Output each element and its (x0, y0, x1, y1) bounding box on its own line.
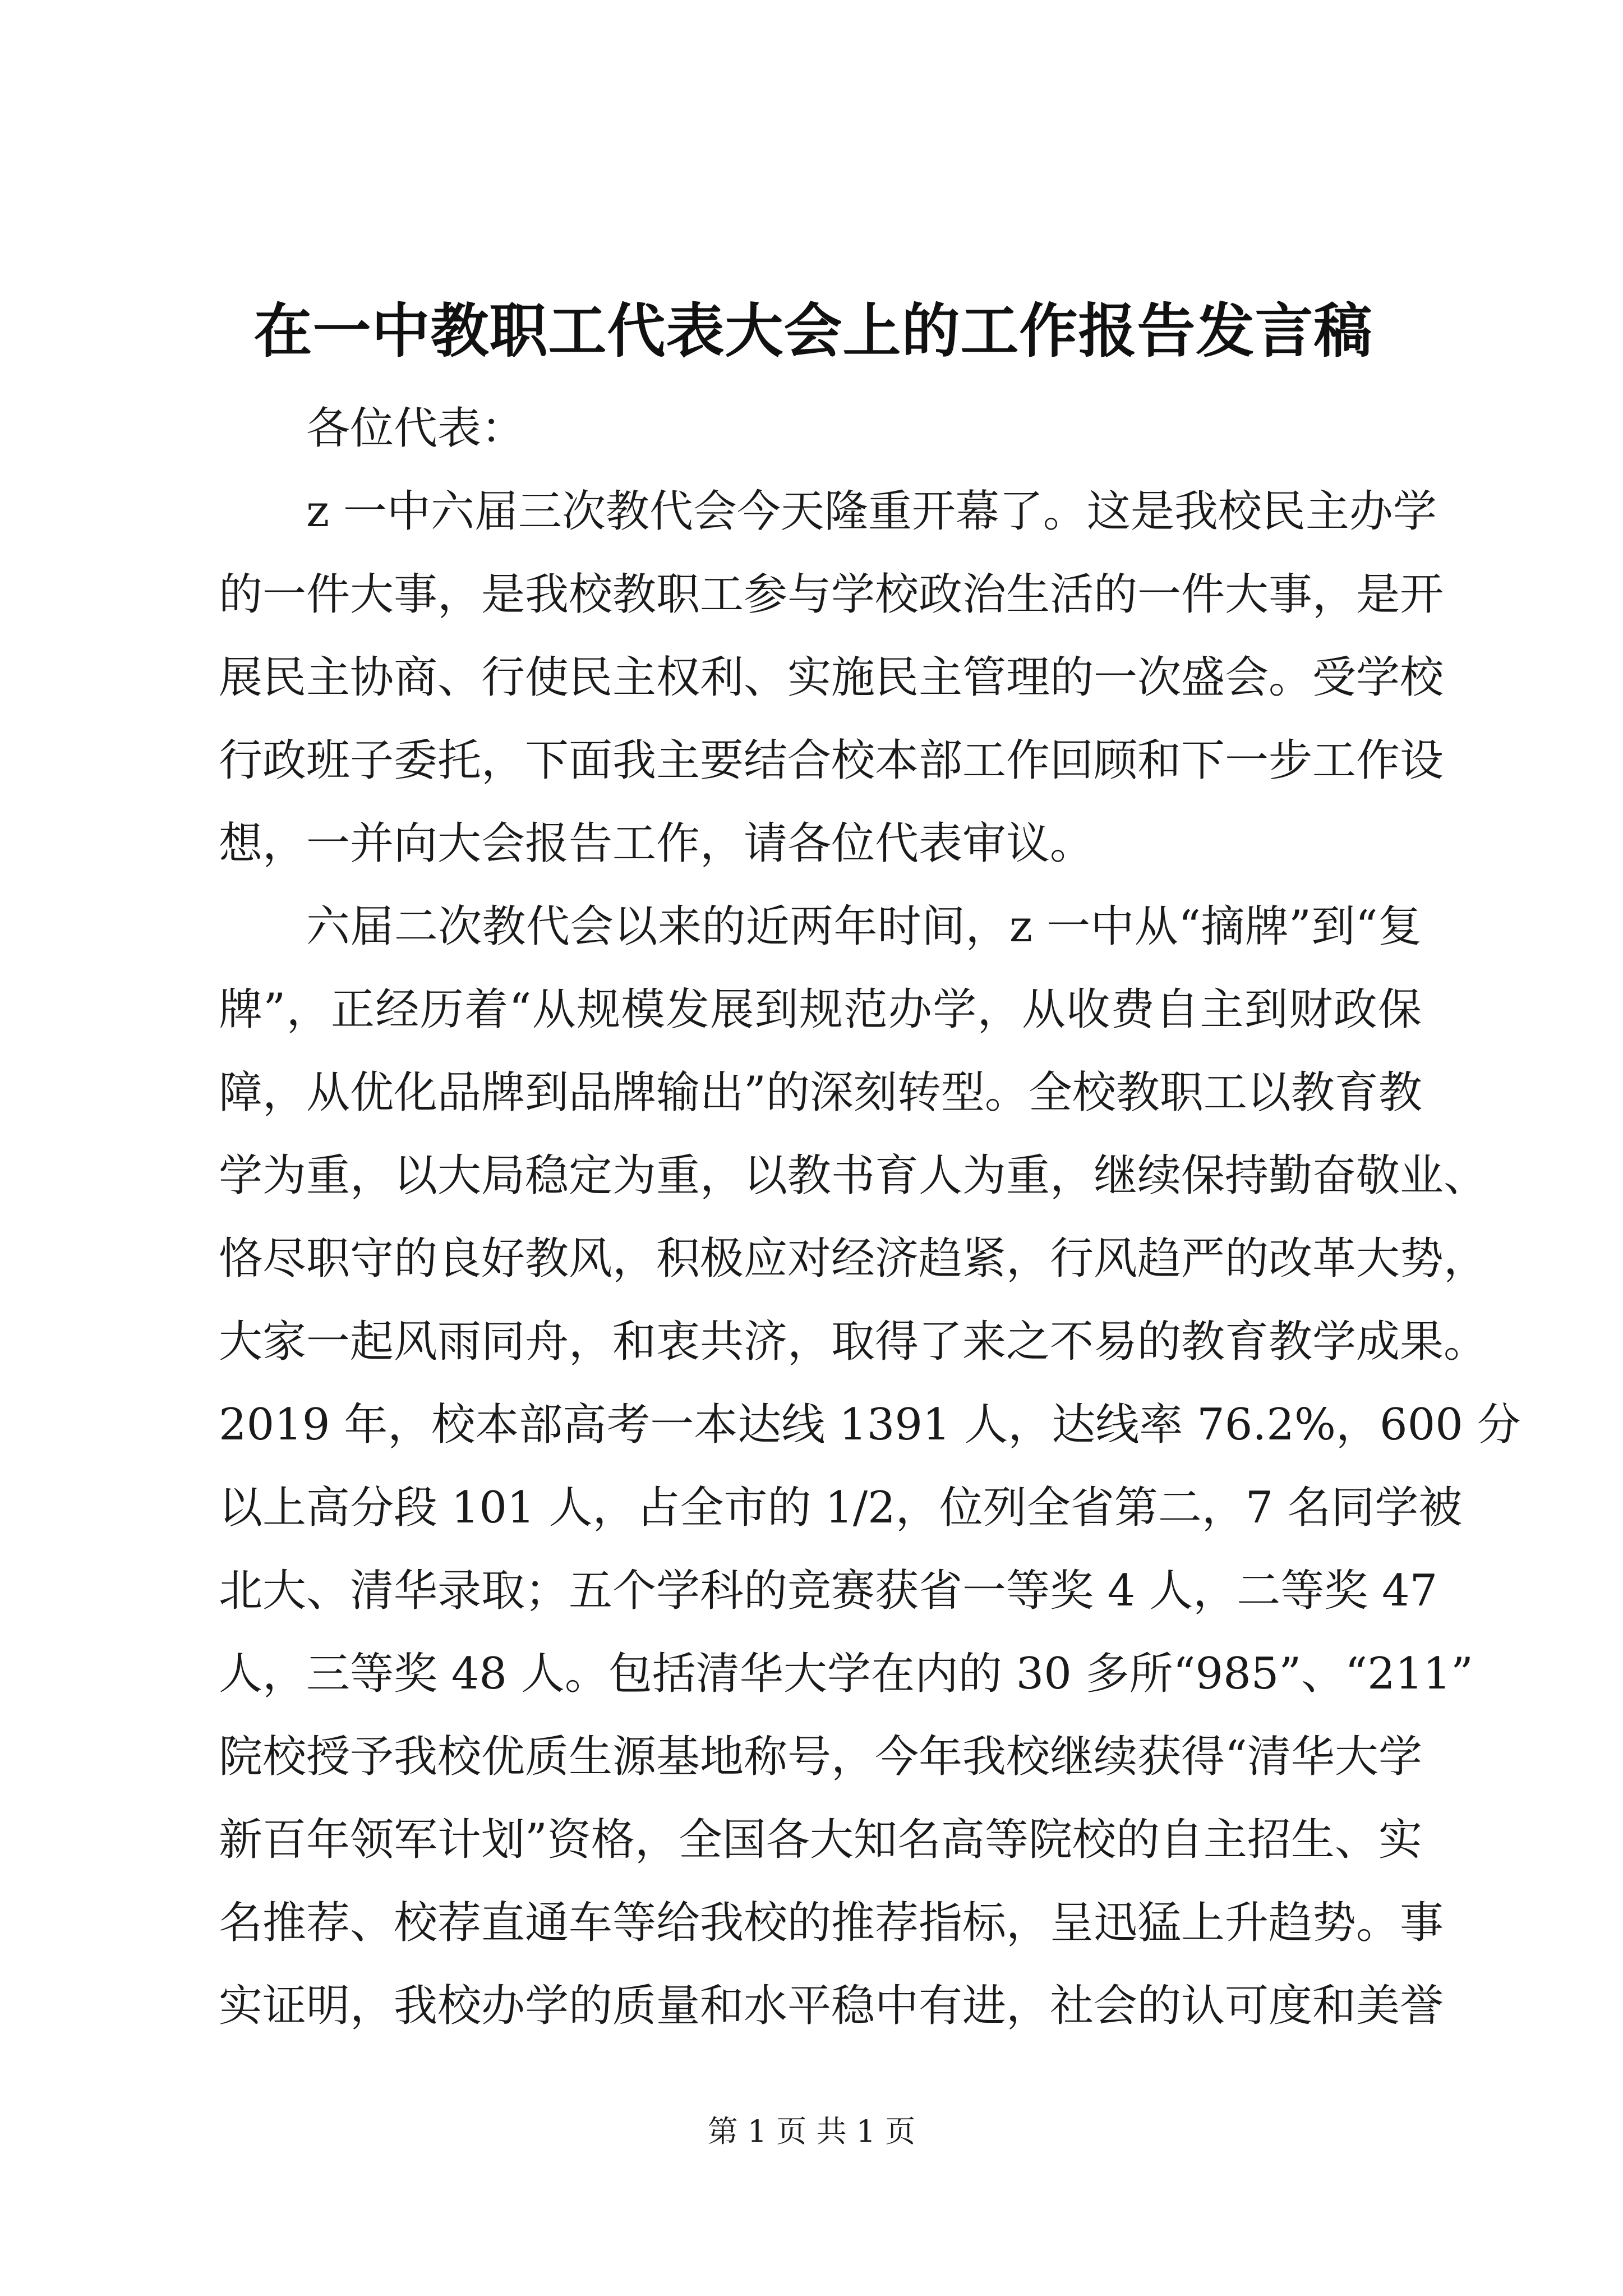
paragraph-line: 六届二次教代会以来的近两年时间，z 一中从“摘牌”到“复 (306, 901, 1422, 952)
paragraph-line: 大家一起风雨同舟，和衷共济，取得了来之不易的教育教学成果。 (219, 1317, 1488, 1367)
paragraph-line: 想，一并向大会报告工作，请各位代表审议。 (219, 818, 1094, 869)
paragraph-line: 展民主协商、行使民主权利、实施民主管理的一次盛会。受学校 (219, 652, 1444, 703)
document-body (219, 387, 1521, 2047)
paragraph-line: 新百年领军计划”资格，全国各大知名高等院校的自主招生、实 (219, 1815, 1422, 1865)
paragraph-line: 实证明，我校办学的质量和水平稳中有进，社会的认可度和美誉 (219, 1981, 1444, 2031)
paragraph-line: 院校授予我校优质生源基地称号，今年我校继续获得“清华大学 (219, 1732, 1422, 1782)
paragraph-line: 北大、清华录取；五个学科的竞赛获省一等奖 4 人，二等奖 47 (219, 1566, 1438, 1616)
paragraph-line: 2019 年，校本部高考一本达线 1391 人，达线率 76.2%，600 分 (219, 1400, 1521, 1450)
paragraph-line: 学为重，以大局稳定为重，以教书育人为重，继续保持勤奋敬业、 (219, 1151, 1488, 1201)
paragraph-line: 的一件大事，是我校教职工参与学校政治生活的一件大事，是开 (219, 569, 1444, 620)
paragraph-line: 以上高分段 101 人，占全市的 1/2，位列全省第二，7 名同学被 (219, 1483, 1463, 1533)
paragraph-line: 名推荐、校荐直通车等给我校的推荐指标，呈迅猛上升趋势。事 (219, 1898, 1444, 1948)
paragraph-line: 人，三等奖 48 人。包括清华大学在内的 30 多所“985”、“211” (219, 1649, 1473, 1699)
paragraph-line: 牌”，正经历着“从规模发展到规范办学，从收费自主到财政保 (219, 984, 1422, 1035)
page-footer: 第 1 页 共 1 页 (707, 2114, 916, 2149)
paragraph-line: 行政班子委托，下面我主要结合校本部工作回顾和下一步工作设 (219, 735, 1444, 786)
paragraph-line: 障，从优化品牌到品牌输出”的深刻转型。全校教职工以教育教 (219, 1068, 1422, 1118)
paragraph-line: z 一中六届三次教代会今天隆重开幕了。这是我校民主办学 (306, 486, 1437, 537)
salutation-line: 各位代表： (306, 403, 525, 454)
paragraph-line: 恪尽职守的良好教风，积极应对经济趋紧，行风趋严的改革大势， (219, 1234, 1488, 1284)
document-title: 在一中教职工代表大会上的工作报告发言稿 (253, 296, 1373, 365)
